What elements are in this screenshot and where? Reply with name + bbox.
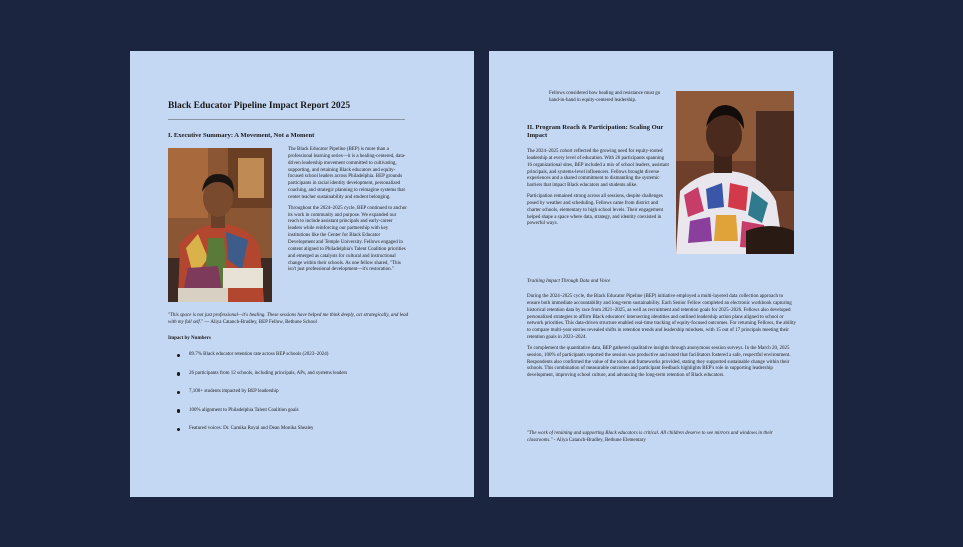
list-item: Featured voices: Dr. Camika Royal and Dean Monika Shealey: [168, 426, 428, 445]
section-heading-program-reach: II. Program Reach & Participation: Scaling Our Impact: [527, 124, 664, 140]
tracking-text: [527, 294, 797, 384]
list-item: 26 participants from 12 schools, including principals, APs, and systems leaders: [168, 371, 428, 390]
executive-summary-text: [288, 147, 408, 278]
tracking-paragraph-2: To complement the quantitative data, BEP gathered qualitative insights through anonymous session surveys. In the March 20, 2025 session, 100% of participants reported the session was productive and noted that facilitators fostered a safe, respectful environment. Respondents also confirmed the value of the tools and frameworks provided, stating they supported sustainable change within their schools. This combination of measurable outcomes and participant feedback highlights BEP's role in supporting leadership development, improving school culture, and advancing the long-term retention of Black educators.: [527, 345, 791, 379]
program-reach-paragraph-2: Participation remained strong across all sessions, despite challenges posed by weather and scheduling. Fellows came from district and charter schools, elementary to high school levels. Their engagement helped shape a space where data, strategy, and identity coexisted in powerful ways.: [527, 194, 663, 227]
report-page-left: [130, 51, 474, 497]
closing-quote: [527, 431, 777, 445]
caption-continued: Fellows considered how healing and resistance must go hand-in-hand in equity-centered leadership.: [549, 91, 661, 103]
title-divider: [168, 119, 405, 120]
executive-summary-paragraph-2: Throughout the 2024–2025 cycle, BEP continued to anchor its work in community and purpose. We expanded our reach to include assistant principals and early-career leaders while reinforcing our partnership with key institutions like the Center for Black Educator Development and Temple University. Fellows engaged in content aligned to Philadelphia's Talent Coalition priorities and emerged as catalysts for cultural and instructional change within their schools. As one fellow shared, "This isn't just professional development—it's restoration.": [288, 205, 407, 273]
closing-quote-attribution: - Aliya Catanch-Bradley, Bethune Elementary: [552, 437, 646, 443]
report-page-right: [489, 51, 833, 497]
photo-educator-portrait: [676, 91, 794, 254]
fellow-quote-text: "This space is not just professional—it's healing. These sessions have helped me think deeply, act strategically, and lead with my full self.": [168, 313, 409, 325]
report-title: Black Educator Pipeline Impact Report 2025: [168, 101, 351, 111]
list-item: 100% alignment to Philadelphia Talent Coalition goals: [168, 408, 428, 427]
closing-quote-text: "The work of retaining and supporting Black educators is critical. All children deserve to see mirrors and windows in their classrooms.": [527, 431, 773, 443]
list-item: 7,100+ students impacted by BEP leadership: [168, 389, 428, 408]
photo-educator-seated: [168, 148, 272, 302]
section-heading-executive-summary: I. Executive Summary: A Movement, Not a Moment: [168, 132, 315, 139]
impact-list: [168, 352, 428, 445]
fellow-quote: [168, 313, 418, 327]
program-reach-paragraph-1: The 2024–2025 cohort reflected the growing need for equity-rooted leadership at every level of education. With 26 participants spanning 16 organizational sites, BEP included a mix of school leaders, assistant principals, and systems-level influencers. Fellows brought diverse experiences and a shared commitment to dismantling the systemic barriers that impact Black educators and students alike.: [527, 149, 669, 189]
tracking-paragraph-1: During the 2024–2025 cycle, the Black Educator Pipeline (BEP) initiative employed a multi-layered data collection approach to ensure both immediate accountability and long-term sustainability. Each Senior Fellow completed an electronic workbook capturing historical retention data by race from 2021–2025, as well as recruitment and retention goals for 2025–2026. Fellows also developed personalized strategies to affirm Black educators' intersecting identities and outlined leadership action plans aligned to school or network priorities. This data-driven structure enabled real-time tracking of equity-focused outcomes. For returning Fellows, the ability to compare multi-year entries revealed shifts in retention trends and leadership mindsets, with 15 out of 17 principals meeting their retention goals in 2023–2024.: [527, 294, 796, 341]
fellow-quote-attribution: — Aliya Catanch-Bradley, BEP Fellow, Bethune School: [203, 319, 317, 325]
program-reach-text: [527, 149, 670, 232]
executive-summary-paragraph-1: The Black Educator Pipeline (BEP) is more than a professional learning series—it is a healing-centered, data-driven leadership movement committed to cultivating, supporting, and retaining Black educators and equity-focused school leaders across Philadelphia. BEP grounds participants in racial identity development, personalized coaching, and strategic planning to reimagine systems that center teacher sustainability and student belonging.: [288, 147, 406, 200]
impact-heading: Impact by Numbers: [168, 336, 211, 341]
list-item: 89.7% Black educator retention rate across BEP schools (2023–2024): [168, 352, 428, 371]
tracking-subheading: Tracking Impact Through Data and Voice: [527, 279, 611, 284]
